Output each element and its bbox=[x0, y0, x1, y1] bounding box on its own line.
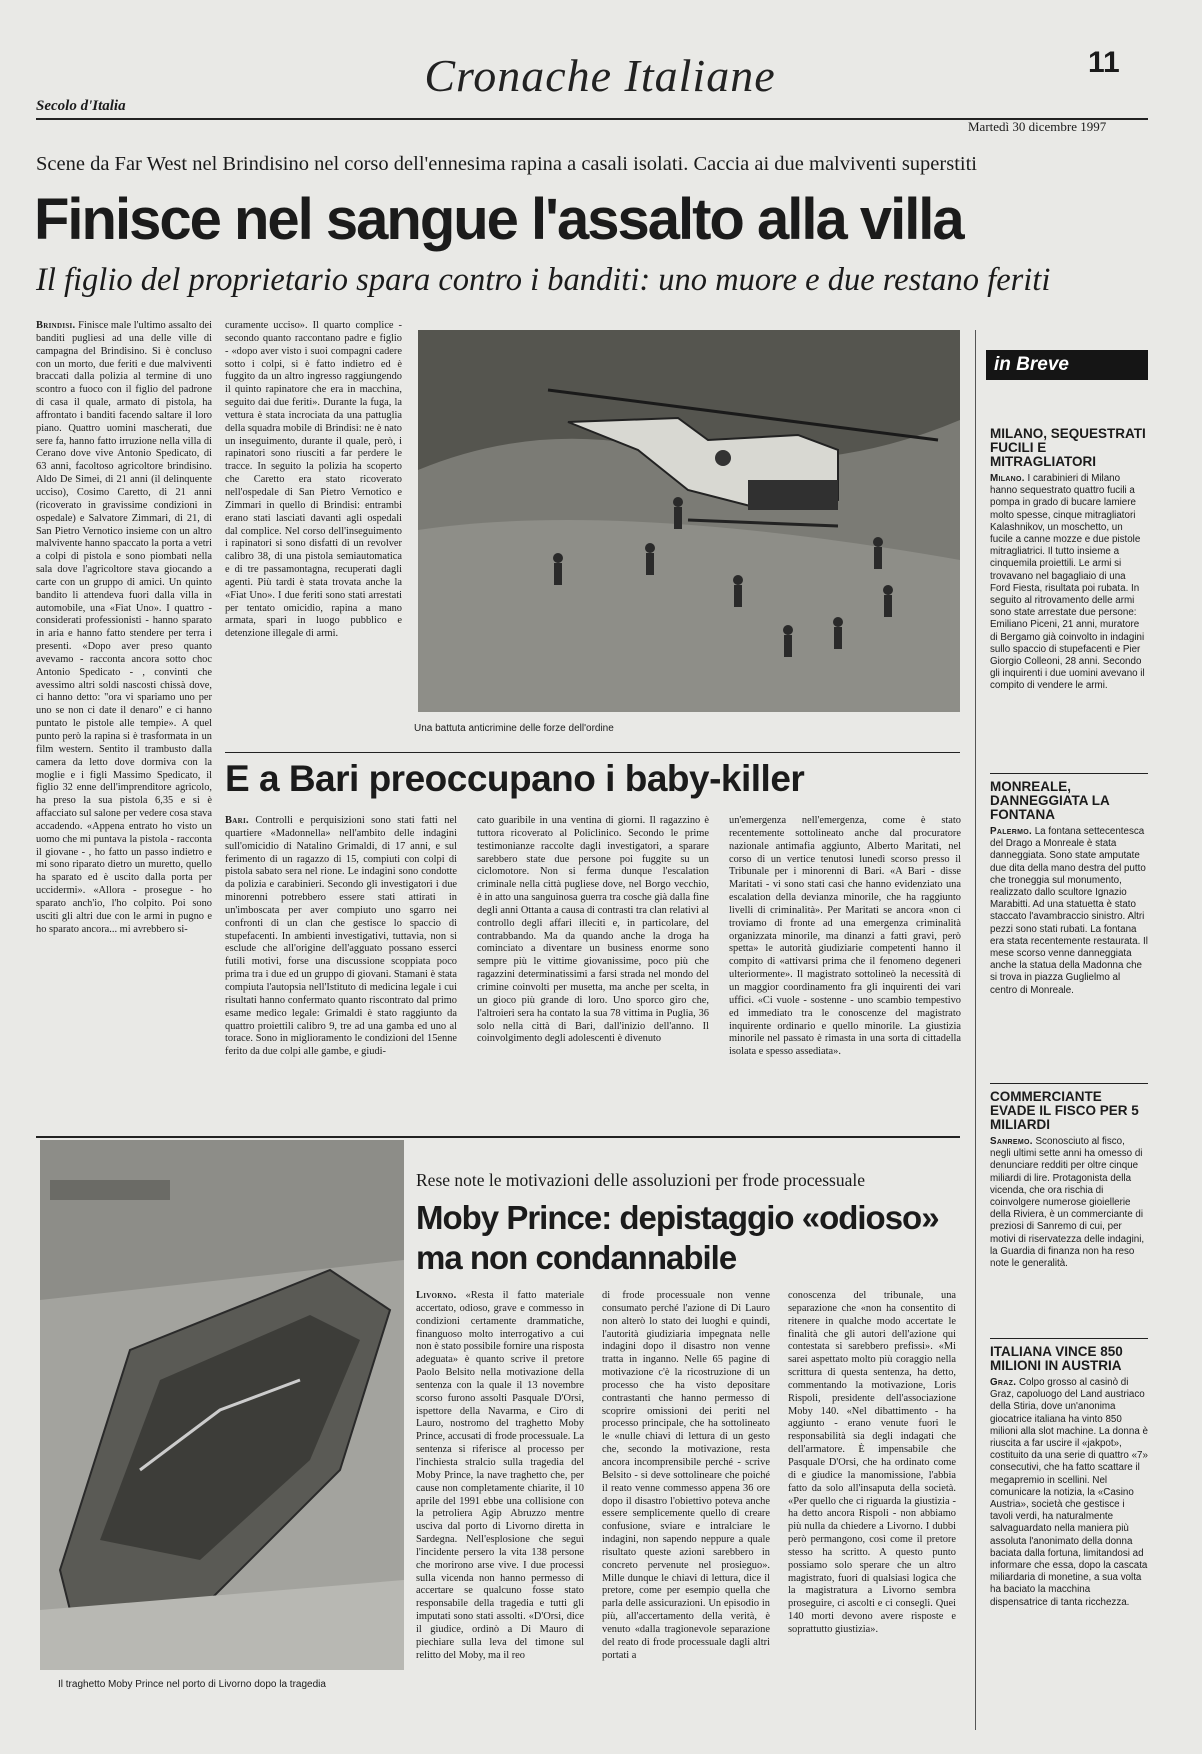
in-breve-label: in Breve bbox=[994, 354, 1069, 375]
brief-dateline: Milano. bbox=[990, 473, 1025, 484]
bari-column-2 bbox=[477, 815, 709, 1105]
brief-rule-2 bbox=[990, 773, 1148, 774]
in-breve-item-1 bbox=[990, 427, 1148, 693]
moby-box-top bbox=[36, 1136, 960, 1138]
main-col1-text: Finisce male l'ultimo assalto dei banditi pugliesi ad una delle ville di campagna del Brindisino. Si è concluso con un morto, due feriti e due malviventi braccati dalla polizia al termine di uno scontro a fuoco con il figlio del padrone di casa il quale, armato di pistola, ha affrontato i banditi facendo saltare il loro piano. Quattro uomini mascherati, due sere fa, hanno fatto irruzione nella villa di Cerano dove vive Antonio Spedicato, di 63 anni, facoltoso agricoltore brindisino. Aldo De Simei, di 21 anni (il delinquente ucciso), Cosimo Caretto, di 21 anni (ricoverato in gravissime condizioni in ospedale) e Salvatore Zimmari, di 21, di San Pietro Vernotico insieme con un altro malvivente hanno spaccato la porta a vetri a colpi di pistola e sono piombati nella sala dove l'agricoltore stava giocando a carte con un gruppo di amici. Un quinto bandito li attendeva fuori dalla villa in automobile, una «Fiat Uno». I quattro - considerati professionisti - hanno sparato in aria e hanno fatto stendere per terra i presenti. «Dopo aver preso quanto avevamo - racconta ancora sotto choc Antonio Spedicato - , convinti che avessimo altri soldi nascosti chissà dove, ci hanno detto: "ora vi spariamo uno per uno se non ci date il denaro" e ci hanno puntato le pistole alle tempie». A quel punto però la rapina si è trasformata in un film western. Sentito il trambusto dalla camera da letto dove dormiva con la moglie e i figli Massimo Spedicato, il figlio 32 enne dell'imprenditore agricolo, ha preso la sua pistola 6,35 e si è affacciato sul salone per vedere cosa stava accadendo. «Appena entrato ho visto un uomo che mi puntava la pistola - racconta il giovane - , ho fatto un passo indietro e mi sono riparato dietro un muretto, quello ha sparato ed è uscito dalla porta per uccidermi». «Allora - prosegue - ho sparato anch'io, l'ho colpito. Poi sono usciti gli altri due con le armi in pugno e ho sparato ancora... mi avrebbero si- bbox=[36, 320, 212, 935]
helicopter-illustration bbox=[418, 330, 960, 712]
ship-illustration bbox=[40, 1140, 404, 1670]
in-breve-banner bbox=[986, 350, 1148, 380]
page-number: 11 bbox=[1088, 46, 1120, 79]
brief-dateline: Palermo. bbox=[990, 826, 1032, 837]
main-col2-text: curamente ucciso». Il quarto complice - secondo quanto raccontano padre e figlio - «dopo aver visto i suoi compagni cadere sotto i colpi, si è fatto indietro ed è fuggito da un altro ingresso raggiungendo il quinto rapinatore che era in macchina, seguito dai due feriti». Durante la fuga, la vettura è stata incrociata da una pattuglia della squadra mobile di Brindisi: ne è nato un inseguimento, durante il quale, però, i rapinatori sono riusciti a far perdere le tracce. In seguito la polizia ha scoperto che Caretto era stato ricoverato nell'ospedale di San Pietro Vernotico e Zimmari in quello di Brindisi: entrambi erano stati lasciati davanti agli ospedali dal complice. Nel corso dell'inseguimento i rapinatori si sono disfatti di un revolver calibro 38, di una pistola semiautomatica e di tre passamontagna, recuperati dagli agenti. Più tardi è stata trovata anche la «Fiat Uno». I due feriti sono stati arrestati per tentato omicidio, rapina a mano armata, spari in luogo pubblico e detenzione illegale di armi. bbox=[225, 320, 402, 640]
main-subhead: Il figlio del proprietario spara contro i banditi: uno muore e due restano feriti bbox=[36, 262, 1051, 298]
brief-headline: ITALIANA VINCE 850 MILIONI IN AUSTRIA bbox=[990, 1344, 1123, 1373]
brief-dateline: Graz. bbox=[990, 1377, 1017, 1388]
brief-body-3 bbox=[990, 1136, 1148, 1270]
main-kicker: Scene da Far West nel Brindisino nel corso dell'ennesima rapina a casali isolati. Caccia ai due malviventi superstiti bbox=[36, 153, 977, 175]
brief-body-2 bbox=[990, 826, 1148, 997]
moby-kicker: Rese note le motivazioni delle assoluzioni per frode processuale bbox=[416, 1170, 866, 1190]
main-dateline: Brindisi. bbox=[36, 320, 76, 331]
main-photo-caption: Una battuta anticrimine delle forze dell'ordine bbox=[414, 723, 614, 734]
bari-top-rule bbox=[225, 752, 960, 753]
brand-name: Secolo d'Italia bbox=[36, 98, 126, 114]
issue-date: Martedì 30 dicembre 1997 bbox=[968, 119, 1107, 134]
brief-text: I carabinieri di Milano hanno sequestrato quattro fucili a pompa in grado di bucare lamiere molto spesse, cinque mitragliatori Kalashnikov, un moschetto, un fucile a canne mozze e due pistole mitragliatrici. Il tutto insieme a cinquemila proiettili. Le armi si trovavano nel bagagliaio di una Ford Fiesta, risultata poi rubata. In seguito al ritrovamento delle armi sono state arrestate due persone: Emiliano Piceni, 21 anni, muratore di Bergamo già coinvolto in indagini sullo spaccio di stupefacenti e Pier Giorgio Colleoni, 28 anni. Secondo gli inquirenti i due uomini avevano il compito di vendere le armi. bbox=[990, 473, 1145, 692]
brief-rule-3 bbox=[990, 1083, 1148, 1084]
moby-photo-caption: Il traghetto Moby Prince nel porto di Livorno dopo la tragedia bbox=[58, 1679, 326, 1690]
helicopter-photo bbox=[418, 330, 960, 712]
brief-rule-4 bbox=[990, 1338, 1148, 1339]
brief-text: La fontana settecentesca del Drago a Monreale è stata danneggiata. Sono state amputate due dita della mano destra del putto che troneggia sul monumento, realizzato dallo scultore Ignazio Marabitti. Ad una statuetta è stato staccato l'avambraccio sinistro. Altri pezzi sono stati rubati. La fontana era stata recentemente restaurata. Il mese scorso venne danneggiata anche la statua della Madonna che si trova in piazza Guglielmo al centro di Monreale. bbox=[990, 826, 1148, 996]
moby-column-3 bbox=[788, 1290, 956, 1710]
bari-col2-text: cato guaribile in una ventina di giorni. Il ragazzino è tuttora ricoverato al Policlinico. Secondo le prime testimonianze raccolte dagli investigatori, a sparare sarebbero state due persone poi fuggite su un ciclomotore. Non si ferma dunque l'escalation criminale nella città pugliese dove, nel Borgo vecchio, è in atto una sanguinosa guerra tra cosche già dalla fine degli anni Ottanta a causa di contrasti tra clan relativi al controllo degli affari illeciti e, in particolare, del contrabbando. Ma da quando anche la droga ha cominciato a diventare un business enorme sono sempre più le vittime giovanissime, poco più che ragazzini determinatissimi a farsi strada nel mondo del crimine coinvolti per musetta, ma anche per scelta, in un gioco più grande di loro. Uno sporco giro che, l'altroieri sera ha contato la sua 78 vittima in Puglia, 36 solo nella città di Bari, dall'inizio dell'anno. Il coinvolgimento degli adolescenti è divenuto bbox=[477, 815, 709, 1045]
ship-photo bbox=[40, 1140, 404, 1670]
moby-column-1 bbox=[416, 1290, 584, 1710]
brief-text: Colpo grosso al casinò di Graz, capoluogo del Land austriaco della Stiria, dove un'anonima giocatrice italiana ha vinto 850 milioni alla slot machine. La donna è riuscita a far uscire il «jakpot», costituito da una serie di quattro «7» consecutivi, che ha fatto scattare il megapremio in scellini. Nel comunicare la notizia, la «Casino Austria», società che gestisce i tavoli verdi, ha naturalmente salvaguardato nella maniera più assoluta l'anonimato della donna baciata dalla fortuna, limitandosi ad informare che essa, dopo la cascata miliardaria di monetine, a sua volta ha baciato la macchina dispensatrice di tanta ricchezza. bbox=[990, 1377, 1148, 1608]
bari-col1-text: Controlli e perquisizioni sono stati fatti nel quartiere «Madonnella» nell'ambito delle indagini sull'omicidio di Natalino Grimaldi, di 17 anni, e sul ferimento di un ragazzo di 15, compiuti con colpi di pistola sabato sera nel rione. Le indagini sono condotte da polizia e carabinieri. Secondo gli investigatori i due minorenni potrebbero essere stati attirati in un'imboscata per aver compiuto uno sgarro nei confronti di un clan che gestisce lo spaccio di stupefacenti. In ambienti investigativi, tuttavia, non si esclude che all'origine dell'agguato possano esserci futili motivi, forse una discussione scoppiata poco prima tra i due ed un gruppo di giovani. Stamani è stata compiuta l'autopsia nell'Istituto di medicina legale i cui risultati hanno confermato quanto riscontrato dal primo esame medico legale: Grimaldi è stato raggiunto da quattro proiettili calibro 9, tre ad una gamba ed uno al torace. Sono in miglioramento le condizioni del 15enne ferito da due colpi alle gambe, e giudi- bbox=[225, 815, 457, 1058]
brief-text: Sconosciuto al fisco, negli ultimi sette anni ha omesso di denunciare redditi per oltre cinque miliardi di lire. Protagonista della vicenda, che ora rischia di coinvolgere numerose gioiellerie della Riviera, è un commerciante di preziosi di Sanremo di cui, per motivi di riservatezza delle indagini, la Guardia di finanza non ha reso note le generalità. bbox=[990, 1136, 1145, 1270]
in-breve-item-3 bbox=[990, 1090, 1148, 1270]
bari-column-3 bbox=[729, 815, 961, 1105]
moby-col2-text: di frode processuale non venne consumato perché l'azione di Di Lauro non alterò lo stato dei luoghi e quindi, l'autorità giudiziaria impegnata nelle indagini dopo il disastro non venne tratta in inganno. Nelle 65 pagine di motivazione c'è la ricostruzione di un processo che ha visto depositare contrastanti che hanno permesso di scoprire omissioni dei periti nel processo principale, che ha sottolineato le «nulle chiavi di lettura di un gesto che, secondo la motivazione, resta ancora incomprensibile perché - scrive Belsito - si deve sottolineare che poiché il reato venne commesso appena 36 ore dopo il disastro l'obiettivo poteva anche essere semplicemente quello di creare confusione, sviare e intralciare le indagini, non sapendo neppure a quale risultato queste azioni sarebbero in concreto pervenute nel prosieguo». Mille dunque le chiavi di lettura, dice il pretore, come per esempio quella che parla delle assicurazioni. Un episodio in più, all'accertamento della verità, è venuto «dalla tragionevole separazione del reato di frode processuale dagli altri portati a bbox=[602, 1290, 770, 1661]
brief-headline: COMMERCIANTE EVADE IL FISCO PER 5 MILIARDI bbox=[990, 1089, 1139, 1132]
brief-body-1 bbox=[990, 473, 1148, 693]
brief-headline: MILANO, SEQUESTRATI FUCILI E MITRAGLIATORI bbox=[990, 426, 1146, 469]
moby-column-2 bbox=[602, 1290, 770, 1710]
bari-column-1 bbox=[225, 815, 457, 1105]
sidebar-divider bbox=[975, 330, 976, 1730]
section-title bbox=[410, 46, 790, 116]
bari-dateline: Bari. bbox=[225, 815, 249, 826]
moby-col1-text: «Resta il fatto materiale accertato, odioso, grave e commesso in condizioni certamente drammatiche, finanguoso molto interrogativo a cui non è stato possibile fornire una risposta adeguata» è quanto scrive il pretore Paolo Belsito nella motivazione della sentenza con la quale il 13 novembre scorso furono assolti Pasquale D'Orsi, ispettore della Navarma, e Ciro di Lauro, nostromo del traghetto Moby Prince, accusati di frode processuale. La sentenza si riferisce al processo per l'inchiesta stralcio sulla tragedia del Moby Prince, la nave traghetto che, per cause non completamente chiarite, il 10 aprile del 1991 ebbe una collisione con la petroliera Agip Abruzzo mentre usciva dal porto di Livorno diretta in Sardegna. Nell'esplosione che seguì l'incidente persero la vita 138 persone che morirono arse vive. I due processi sulla vicenda non hanno permesso di accertare se qualcuno fosse stato responsabile della tragedia e tutti gli imputati sono stati assolti. «D'Orsi, dice il giudice, ordinò a Di Mauro di piechiare sulla leva del timone sul relitto del Moby, ma il reo bbox=[416, 1290, 584, 1661]
in-breve-item-4 bbox=[990, 1345, 1148, 1609]
bari-col3-text: un'emergenza nell'emergenza, come è stato recentemente sottolineato anche dal procuratore nazionale antimafia aggiunto, Alberto Maritati, nel corso di un vertice tenutosi lunedì scorso presso il Tribunale per i minorenni di Bari. «A Bari - disse Maritati - vi sono stati casi che hanno evidenziato una escalation della devianza minorile, che ha raggiunto livelli di criminalità». Per Maritati se ancora «non ci troviamo di fronte ad una emergenza criminalità organizzata minorile, ma dinanzi a fatti gravi, però spetta» le autorità giudiziarie competenti hanno il compito di «attivarsi prima che il fenomeno degeneri ulteriormente». Il magistrato sottolineò la necessità di un maggior coordinamento fra gli inquirenti dei vari uffici. «Ci vuole - sostenne - uno scambio tempestivo ed immediato tra le conoscenze del magistrato inquirente ordinario e quello minorile. La giustizia minorile nel passato è rimasta in una sorta di cittadella isolata e spesso assediata». bbox=[729, 815, 961, 1058]
moby-col3-text: conoscenza del tribunale, una separazione che «non ha consentito di ritenere in qualche modo accertate le finalità che gli autori dell'azione qui contestata si sarebbero prefissi». «Mi sarei aspettato molto più coraggio nella scrittura di questa sentenza, ha detto, commentando la motivazione, Loris Rispoli, presidente dell'associazione Moby 140. «Nel dibattimento - ha aggiunto - erano venute fuori le responsabilità sia degli indagati che dell'armatore. È impensabile che Pasquale D'Orsi, che ha ordinato come di e giudice la manomissione, l'abbia fatto da solo all'insaputa della società. «Per quello che ci riguarda la giustizia - ha detto ancora Rispoli - non abbiamo più nulla da chiedere a Livorno. I dubbi però permangono, così come il pretore stesso ha scritto. A questo punto possiamo solo sperare che un altro magistrato, fuori di qualsiasi logica che la magistratura a Livorno sembra proseguire, ci ascolti e ci consegli. Quei 140 morti devono avere risposte e soprattutto giustizia». bbox=[788, 1290, 956, 1635]
moby-dateline: Livorno. bbox=[416, 1290, 457, 1301]
moby-headline: Moby Prince: depistaggio «odioso» ma non condannabile bbox=[416, 1199, 939, 1276]
bari-headline: E a Bari preoccupano i baby-killer bbox=[225, 758, 805, 799]
brief-headline: MONREALE, DANNEGGIATA LA FONTANA bbox=[990, 779, 1110, 822]
main-headline: Finisce nel sangue l'assalto alla villa bbox=[34, 187, 963, 252]
brief-dateline: Sanremo. bbox=[990, 1136, 1033, 1147]
main-column-2 bbox=[225, 320, 402, 740]
section-title-text: Cronache Italiane bbox=[424, 50, 776, 101]
brief-body-4 bbox=[990, 1377, 1148, 1609]
in-breve-item-2 bbox=[990, 780, 1148, 997]
